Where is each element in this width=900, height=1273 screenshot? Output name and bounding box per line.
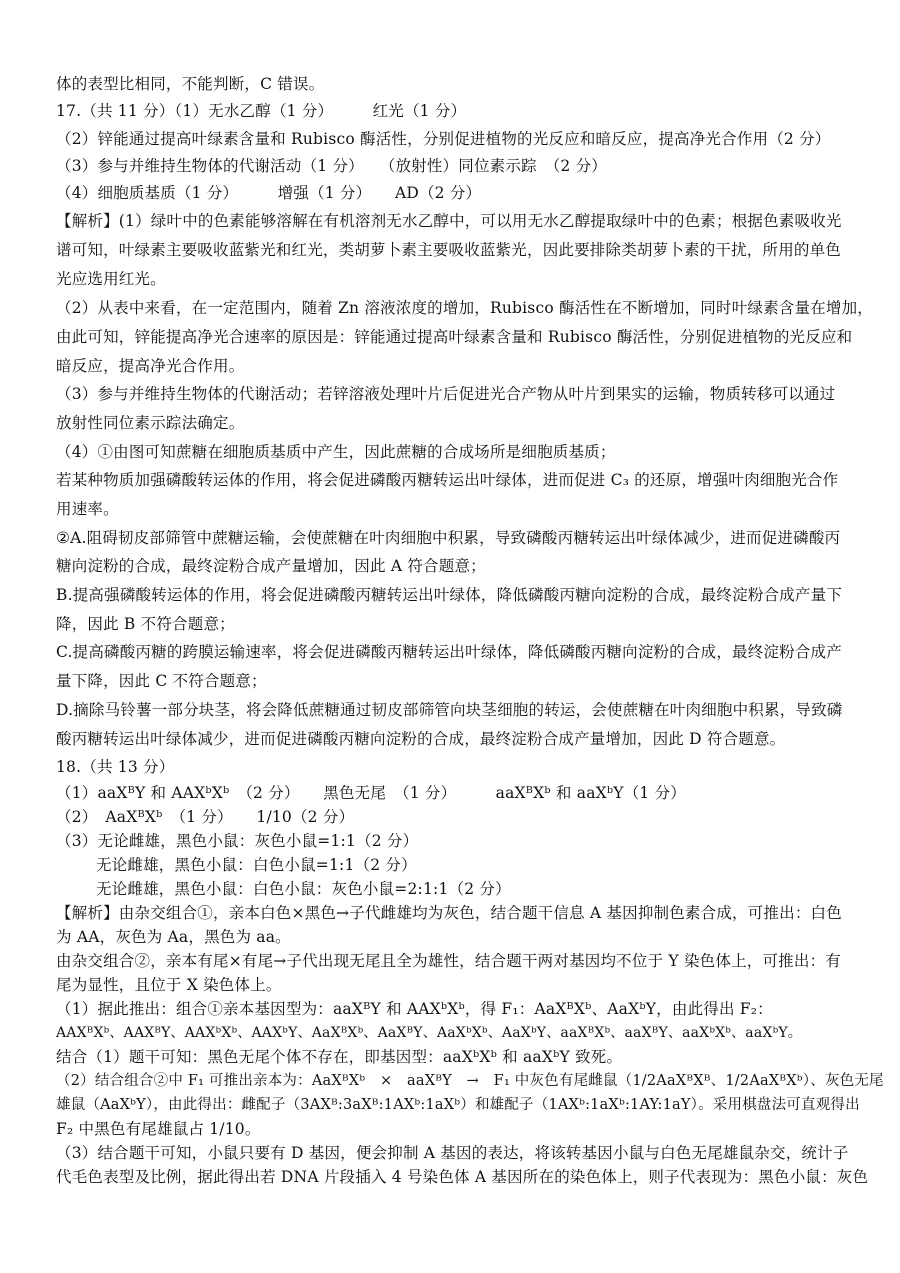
text-line: 雄鼠（AaXᵇY），由此得出：雌配子（3AXᴮ:3aXᴮ:1AXᵇ:1aXᵇ）和雄配子（1AXᵇ:1aXᵇ:1AY:1aY）。采用棋盘法可直观得出 — [56, 1097, 860, 1113]
text-line: 尾为显性，且位于 X 染色体上。 — [56, 976, 282, 994]
text-line: 降，因此 B 不符合题意； — [56, 615, 235, 633]
text-line: （3）结合题干可知，小鼠只要有 D 基因，便会抑制 A 基因的表达，将该转基因小鼠与白色无尾雄鼠杂交，统计子 — [56, 1144, 849, 1162]
text-line: （2）从表中来看，在一定范围内，随着 Zn 溶液浓度的增加，Rubisco 酶活性在不断增加，同时叶绿素含量在增加， — [56, 299, 873, 317]
text-line: 量下降，因此 C 不符合题意； — [56, 672, 267, 690]
text-line: 若某种物质加强磷酸转运体的作用，将会促进磷酸丙糖转运出叶绿体，进而促进 C₃ 的还原，增强叶肉细胞光合作 — [56, 471, 839, 489]
text-line: 用速率。 — [56, 500, 119, 518]
text-line: 【解析】由杂交组合①，亲本白色×黑色→子代雌雄均为灰色，结合题干信息 A 基因抑制色素合成，可推出：白色 — [56, 904, 842, 922]
text-line: 由杂交组合②，亲本有尾×有尾→子代出现无尾且全为雄性，结合题干两对基因均不位于 Y 染色体上，可推出：有 — [56, 952, 841, 970]
q17-answer-4: （4）细胞质基质（1 分） 增强（1 分） AD（2 分） — [56, 184, 482, 202]
text-line: 为 AA，灰色为 Aa，黑色为 aa。 — [56, 928, 291, 946]
text-line: AAXᴮXᵇ、AAXᴮY、AAXᵇXᵇ、AAXᵇY、AaXᴮXᵇ、AaXᴮY、AaXᵇXᵇ、AaXᵇY、aaXᴮXᵇ、aaXᴮY、aaXᵇXᵇ、aaXᵇY。 — [56, 1025, 803, 1041]
q17-answer-1: 17.（共 11 分）（1）无水乙醇（1 分） 红光（1 分） — [56, 102, 467, 120]
text-line: C.提高磷酸丙糖的跨膜运输速率，将会促进磷酸丙糖转运出叶绿体，降低磷酸丙糖向淀粉的合成，最终淀粉合成产 — [56, 643, 842, 661]
q18-answer-3b: 无论雌雄，黑色小鼠：白色小鼠=1:1（2 分） — [96, 856, 417, 874]
text-line: 光应选用红光。 — [56, 270, 166, 288]
text-line: （1）据此推出：组合①亲本基因型为：aaXᴮY 和 AAXᵇXᵇ，得 F₁：AaXᴮXᵇ、AaXᵇY，由此得出 F₂： — [56, 1000, 773, 1018]
text-line: 【解析】(1）绿叶中的色素能够溶解在有机溶剂无水乙醇中，可以用无水乙醇提取绿叶中的色素；根据色素吸收光 — [56, 212, 842, 230]
q18-answer-3c: 无论雌雄，黑色小鼠：白色小鼠：灰色小鼠=2:1:1（2 分） — [96, 880, 511, 898]
text-line: F₂ 中黑色有尾雄鼠占 1/10。 — [56, 1120, 261, 1138]
text-line: 放射性同位素示踪法确定。 — [56, 414, 245, 432]
text-line: 体的表型比相同，不能判断，C 错误。 — [56, 75, 325, 93]
text-line: （4）①由图可知蔗糖在细胞质基质中产生，因此蔗糖的合成场所是细胞质基质； — [56, 443, 616, 461]
q17-answer-3: （3）参与并维持生物体的代谢活动（1 分） （放射性）同位素示踪 （2 分） — [56, 157, 607, 175]
text-line: 暗反应，提高净光合作用。 — [56, 357, 245, 375]
text-line: 结合（1）题干可知：黑色无尾个体不存在，即基因型：aaXᵇXᵇ 和 aaXᵇY 致死。 — [56, 1048, 623, 1066]
text-line: B.提高强磷酸转运体的作用，将会促进磷酸丙糖转运出叶绿体，降低磷酸丙糖向淀粉的合成，最终淀粉合成产量下 — [56, 586, 843, 604]
text-line: D.摘除马铃薯一部分块茎，将会降低蔗糖通过韧皮部筛管向块茎细胞的转运，会使蔗糖在叶肉细胞中积累，导致磷 — [56, 701, 843, 719]
q18-answer-1: （1）aaXᴮY 和 AAXᵇXᵇ （2 分） 黑色无尾 （1 分） aaXᴮXᵇ 和 aaXᵇY（1 分） — [56, 784, 686, 802]
q18-heading: 18.（共 13 分） — [56, 758, 175, 776]
text-line: （2）结合组合②中 F₁ 可推出亲本为：AaXᴮXᵇ × aaXᴮY → F₁ 中灰色有尾雌鼠（1/2AaXᴮXᴮ、1/2AaXᴮXᵇ）、灰色无尾 — [56, 1073, 884, 1089]
q18-answer-3: （3）无论雌雄，黑色小鼠：灰色小鼠=1:1（2 分） — [56, 832, 419, 850]
q17-answer-2: （2）锌能通过提高叶绿素含量和 Rubisco 酶活性，分别促进植物的光反应和暗反应，提高净光合作用（2 分） — [56, 130, 831, 148]
text-line: ②A.阻碍韧皮部筛管中蔗糖运输，会使蔗糖在叶肉细胞中积累，导致磷酸丙糖转运出叶绿体减少，进而促进磷酸丙 — [56, 529, 841, 547]
q18-answer-2: （2） AaXᴮXᵇ （1 分） 1/10（2 分） — [56, 808, 355, 826]
text-line: 代毛色表型及比例，据此得出若 DNA 片段插入 4 号染色体 A 基因所在的染色体上，则子代表现为：黑色小鼠：灰色 — [56, 1168, 869, 1186]
text-line: 糖向淀粉的合成，最终淀粉合成产量增加，因此 A 符合题意； — [56, 557, 486, 575]
text-line: （3）参与并维持生物体的代谢活动；若锌溶液处理叶片后促进光合产物从叶片到果实的运输，物质转移可以通过 — [56, 385, 836, 403]
text-line: 谱可知，叶绿素主要吸收蓝紫光和红光，类胡萝卜素主要吸收蓝紫光，因此要排除类胡萝卜素的干扰，所用的单色 — [56, 241, 842, 259]
text-line: 酸丙糖转运出叶绿体减少，进而促进磷酸丙糖向淀粉的合成，最终淀粉合成产量增加，因此 D 符合题意。 — [56, 730, 786, 748]
text-line: 由此可知，锌能提高净光合速率的原因是：锌能通过提高叶绿素含量和 Rubisco 酶活性，分别促进植物的光反应和 — [56, 328, 853, 346]
